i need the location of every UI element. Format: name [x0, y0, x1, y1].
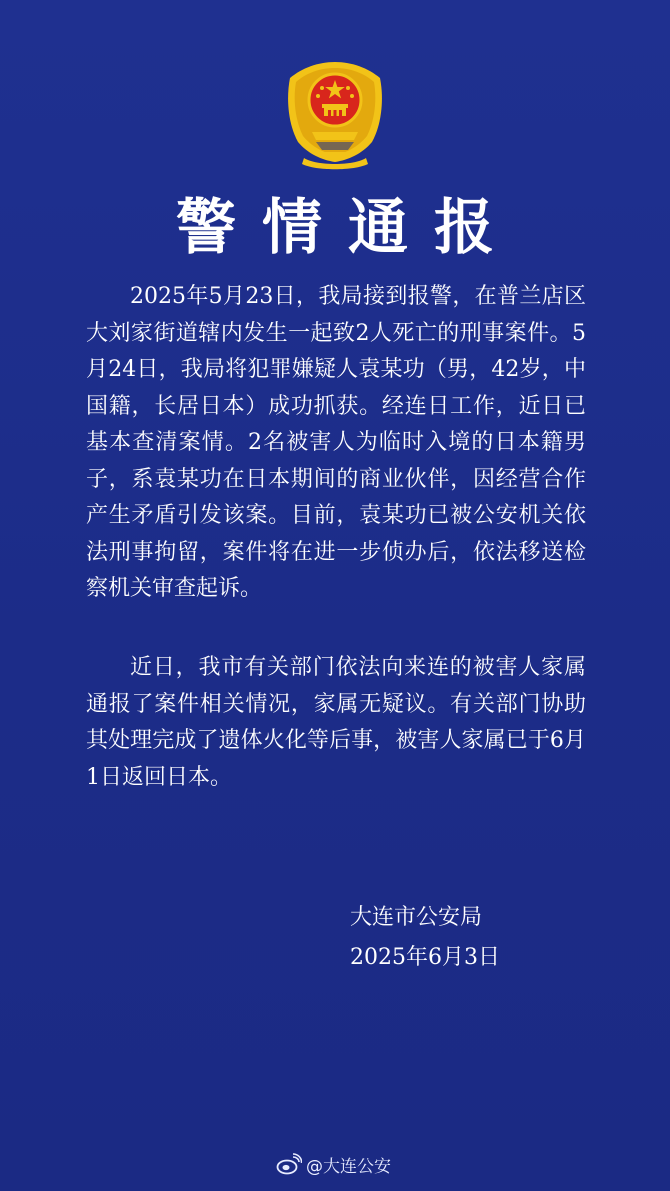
issuer-name: 大连市公安局 [350, 905, 483, 930]
signature-block [350, 898, 590, 978]
notice-paragraph-1: 2025年5月23日，我局接到报警，在普兰店区大刘家街道辖内发生一起致2人死亡的刑事案件。5月24日，我局将犯罪嫌疑人袁某功（男，42岁，中国籍，长居日本）成功抓获。经连日工作，近日已基本查清案情。2名被害人为临时入境的日本籍男子，系袁某功在日本期间的商业伙伴，因经营合作产生矛盾引发该案。目前，袁某功已被公安机关依法刑事拘留，案件将在进一步侦办后，依法移送检察机关审查起诉。 [86, 284, 586, 601]
issue-date: 2025年6月3日 [350, 945, 500, 970]
watermark-handle: @大连公安 [306, 1156, 391, 1177]
page-title: 警情通报 [176, 193, 520, 263]
notice-paragraph-2: 近日，我市有关部门依法向来连的被害人家属通报了案件相关情况，家属无疑议。有关部门协助其处理完成了遗体火化等后事，被害人家属已于6月1日返回日本。 [86, 655, 586, 790]
weibo-icon [276, 1153, 302, 1175]
weibo-watermark [276, 1150, 391, 1178]
police-emblem-icon [282, 58, 388, 170]
